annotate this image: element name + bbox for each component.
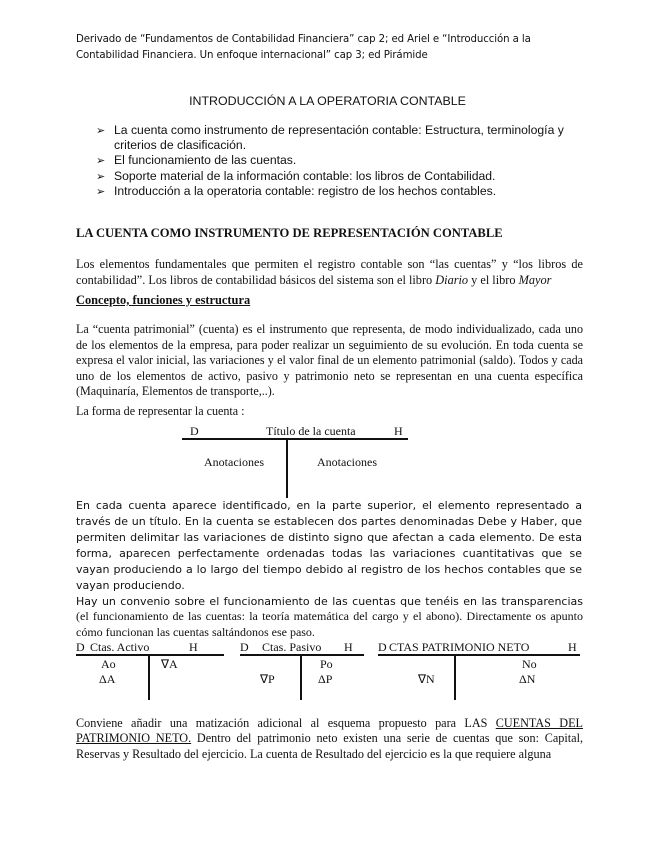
- list-item: ➢ El funcionamiento de las cuentas.: [96, 153, 596, 168]
- pn-right-entry-2: ΔN: [519, 672, 536, 686]
- activo-left-entry: Ao: [101, 657, 116, 671]
- pasivo-vertical-line: [300, 654, 302, 700]
- pn-vertical-line: [454, 654, 456, 700]
- pn-text-a: Conviene añadir una matización adicional al esquema propuesto para LAS: [76, 716, 496, 730]
- pasivo-debit-label: D: [240, 640, 249, 654]
- pn-text-b: Dentro del patrimonio neto existen una serie de cuentas que son: Capital, Reservas y Resultado del ejercicio. La cuenta de Resultado del ejercicio es la que requiere alguna: [76, 731, 584, 761]
- activo-credit-label: H: [189, 640, 198, 654]
- paragraph-patrimonio-neto: [76, 716, 583, 762]
- convention-rest: (el funcionamiento de las cuentas: la teoría matemática del cargo y el abono). Directamente os apunto cómo funcionan las cuentas saltándonos ese paso.: [76, 609, 583, 639]
- intro-mid: y el libro: [468, 272, 519, 287]
- section-heading: LA CUENTA COMO INSTRUMENTO DE REPRESENTACIÓN CONTABLE: [76, 226, 503, 240]
- list-item: ➢ Soporte material de la información contable: los libros de Contabilidad.: [96, 169, 596, 184]
- pasivo-credit-label: H: [344, 640, 353, 654]
- paragraph-definition: La “cuenta patrimonial” (cuenta) es el instrumento que representa, de modo individualizado, cada uno de los elementos de la empresa, para poder realizar un seguimiento de su evolución. En toda cuenta se expresa el valor inicial, las variaciones y el valor final de un elemento patrimonial (saldo). Todos y cada uno de los elementos de activo, pasivo y patrimonio neto se representan en una cuenta específica (Maquinaría, Elementos de transporte,..).: [76, 322, 583, 398]
- pn-title: CTAS PATRIMONIO NETO: [389, 640, 530, 654]
- t-account-horizontal-line: [182, 438, 408, 440]
- account-activo: [76, 640, 226, 704]
- paragraph-explanation: En cada cuenta aparece identificado, en la parte superior, el elemento representado a través de un título. En la cuenta se establecen dos partes denominadas Debe y Haber, que permiten delimitar las variaciones de distinto signo que afectan a cada elemento. De esta forma, aparecen perfectamente ordenadas todas las variaciones cuantitativas que se vayan produciendo a lo largo del tiempo debido al registro de los hechos contables que se vayan produciendo.: [76, 499, 582, 592]
- activo-debit-label: D: [76, 640, 85, 654]
- pn-underlined-term: CUENTAS DEL PATRIMONIO NETO.: [76, 716, 583, 746]
- intro-text: Los elementos fundamentales que permiten el registro contable son “las cuentas” y “los libros de contabilidad”. Los libros de contabilidad básicos del sistema son el libro: [76, 257, 583, 287]
- t-account-right-entry: Anotaciones: [317, 455, 377, 469]
- pasivo-title: Ctas. Pasivo: [262, 640, 322, 654]
- account-patrimonio-neto: [378, 640, 580, 704]
- activo-title: Ctas. Activo: [90, 640, 150, 654]
- activo-horizontal-line: [76, 654, 224, 656]
- t-account-title: Título de la cuenta: [266, 424, 356, 438]
- mayor-term: Mayor: [518, 272, 552, 287]
- diario-term: Diario: [435, 272, 469, 287]
- convention-lead: Hay un convenio sobre el funcionamiento de las cuentas que tenéis en las transparencias: [76, 595, 583, 608]
- pasivo-horizontal-line: [240, 654, 364, 656]
- list-item: ➢ La cuenta como instrumento de representación contable: Estructura, terminología y criterios de clasificación.: [96, 123, 596, 153]
- pn-horizontal-line: [378, 654, 580, 656]
- t-account-left-entry: Anotaciones: [204, 455, 264, 469]
- pn-debit-label: D: [378, 640, 387, 654]
- t-account-diagram: [178, 422, 408, 498]
- paragraph-convention: [76, 594, 583, 640]
- t-account-vertical-line: [286, 438, 288, 498]
- header-line-2: Contabilidad Financiera. Un enfoque internacional” cap 3; ed Pirámide: [76, 50, 428, 61]
- pn-credit-label: H: [568, 640, 577, 654]
- t-account-credit-label: H: [394, 424, 403, 438]
- pasivo-right-entry: Po: [320, 657, 333, 671]
- pn-right-entry: No: [522, 657, 537, 671]
- list-item: ➢ Introducción a la operatoria contable: registro de los hechos contables.: [96, 184, 596, 199]
- topic-list: [96, 123, 596, 199]
- paragraph-intro: [76, 257, 583, 288]
- pasivo-left-entry: ∇P: [260, 672, 275, 686]
- paragraph-form: La forma de representar la cuenta :: [76, 404, 245, 418]
- activo-left-entry-2: ΔA: [99, 672, 116, 686]
- account-pasivo: [240, 640, 366, 704]
- subheading: Concepto, funciones y estructura: [76, 293, 251, 307]
- pasivo-right-entry-2: ΔP: [318, 672, 333, 686]
- activo-right-entry: ∇A: [161, 657, 178, 671]
- t-account-debit-label: D: [190, 424, 199, 438]
- header-line-1: Derivado de “Fundamentos de Contabilidad Financiera” cap 2; ed Ariel e “Introducción a la: [76, 34, 531, 45]
- page-title: INTRODUCCIÓN A LA OPERATORIA CONTABLE: [189, 94, 466, 108]
- activo-vertical-line: [148, 654, 150, 700]
- document-header: [76, 32, 596, 64]
- pn-left-entry: ∇N: [418, 672, 435, 686]
